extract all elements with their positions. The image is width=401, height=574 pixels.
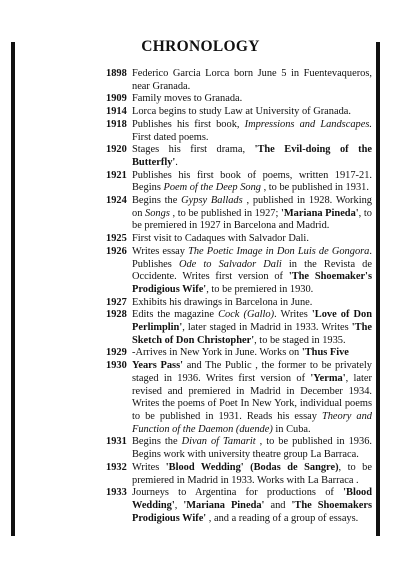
entry-text [132,119,372,144]
entry-text [132,297,372,310]
entry-text [132,233,372,246]
chronology-entry [106,360,372,436]
work-title-bold: 'The Shoemakers Prodigious Wife' [132,499,372,524]
entry-text-segment: , published in 1928. Working on [132,195,372,219]
entry-text [132,360,372,436]
entry-text-segment: Begins the [132,436,182,448]
chronology-entry [106,309,372,347]
chronology-entry [106,436,372,461]
chronology-entry [106,347,372,360]
entry-text-segment: . Writes [274,309,312,321]
entry-year: 1928 [106,309,127,321]
entry-text-segment: Publishes his first book of poems, written 1917-21. Begins [132,169,372,194]
work-title-bold: 'Blood Wedding' [132,487,372,511]
work-title-italic: Impressions and Landscapes. [244,118,372,130]
entry-year: 1920 [106,144,127,156]
work-title-bold: Years Pass' [132,360,184,372]
work-title-italic: Cock (Gallo) [218,309,275,321]
entry-text-segment: , to be published in 1936. Begins work with university theatre group La Barraca. [132,436,372,461]
work-title-bold: 'Love of Don Perlimplin' [132,309,372,334]
entry-text-segment: -Arrives in New York in June. Works on [132,347,302,359]
entry-text-segment: Writes [132,461,166,473]
work-title-bold: 'Yerma' [310,372,346,384]
entry-text-segment: , to be premiered in Madrid in 1933. Works with La Barraca . [132,461,372,486]
work-title-italic: Songs [145,207,170,219]
entry-text-segment: First visit to Cadaques with Salvador Dali. [132,233,309,245]
work-title-bold: 'Mariana Pineda' [183,499,265,511]
entry-text [132,68,372,93]
chronology-entry [106,462,372,487]
entry-year: 1914 [106,106,127,118]
entry-text-segment: , later staged in Madrid in 1933. Writes [182,322,352,334]
entry-year: 1933 [106,487,127,499]
entry-year: 1909 [106,93,127,105]
entry-text-segment: and [264,499,292,511]
entry-text-segment: Publishes his first book, [132,118,245,130]
entry-text [132,462,372,487]
entry-year: 1924 [106,195,127,207]
entry-text-segment: Writes essay [132,245,189,257]
entry-year: 1925 [106,233,127,245]
work-title-italic: Ode to Salvador Dali [178,258,282,270]
chronology-entry [106,246,372,297]
entry-year: 1927 [106,296,127,308]
entry-year: 1929 [106,347,127,359]
entry-year: 1921 [106,169,127,181]
chronology-entry [106,297,372,310]
entry-text-segment: Exhibits his drawings in Barcelona in June. [132,296,313,308]
work-title-bold: 'Thus Five [301,347,349,359]
entry-text-segment: , later revised and premiered in Madrid in December 1934. Writes the poems of Poet In New York, individual poems to be published in 1931. Reads his essay [132,372,372,422]
left-border-rule [11,42,15,536]
entry-text-segment: , to be premiered in 1927 in Barcelona and Madrid. [132,207,372,232]
work-title-bold: 'The Evil-doing of the Butterfly' [132,144,372,168]
work-title-italic: Poem of the Deep Song [163,182,261,194]
entry-text-segment: , and a reading of a group of essays. [206,512,359,524]
entry-text [132,170,372,195]
entry-text-segment: in Cuba. [272,423,311,435]
chronology-entry [106,170,372,195]
work-title-bold: 'Blood Wedding' (Bodas de Sangre) [165,461,339,473]
entry-text [132,106,372,119]
entry-text [132,144,372,169]
chronology-list [106,68,372,525]
chronology-entry [106,93,372,106]
work-title-italic: Gypsy Ballads [181,195,243,207]
entry-text-segment: , to be premiered in 1930. [206,283,314,295]
entry-text [132,246,372,297]
work-title-italic: Theory and Function of the Daemon (duende) [132,410,372,435]
entry-text-segment: , to be published in 1931. [261,182,369,194]
chronology-entry [106,233,372,246]
chronology-entry [106,195,372,233]
entry-text [132,347,372,360]
chronology-entry [106,119,372,144]
entry-text-segment: , to be staged in 1935. [254,334,346,346]
entry-text-segment: Edits the magazine [132,309,219,321]
entry-text-segment: Begins the [132,195,182,207]
entry-text [132,487,372,525]
entry-year: 1932 [106,461,127,473]
work-title-bold: 'Mariana Pineda' [280,207,359,219]
entry-text [132,436,372,461]
entry-text-segment: Federico Garcia Lorca born June 5 in Fuentevaqueros, near Granada. [132,68,372,92]
work-title-bold: 'The Sketch of Don Christopher' [132,322,372,346]
entry-text-segment: . [175,156,178,168]
entry-text [132,195,372,233]
entry-text-segment: , [174,499,184,511]
work-title-italic: Divan of Tamarit [181,436,256,448]
entry-text-segment: Lorca begins to study Law at University of Granada. [132,106,352,118]
entry-text-segment: , to be published in 1927; [169,207,281,219]
entry-year: 1930 [106,360,127,372]
work-title-bold: 'The Shoemaker's Prodigious Wife' [132,271,372,295]
entry-text-segment: First dated poems. [132,131,209,143]
chronology-entry [106,68,372,93]
entry-year: 1931 [106,436,127,448]
entry-text-segment: Stages his first drama, [132,144,255,156]
chronology-entry [106,144,372,169]
entry-year: 1898 [106,68,127,79]
entry-text-segment: and The Public , the former to be privately staged in 1936. Writes first version of [132,360,372,384]
entry-year: 1926 [106,245,127,257]
entry-text [132,309,372,347]
chronology-entry [106,487,372,525]
entry-year: 1918 [106,118,127,130]
entry-text-segment: . Publishes [132,245,372,270]
chronology-entry [106,106,372,119]
work-title-italic: The Poetic Image in Don Luis de Gongora [188,245,370,257]
right-border-rule [376,42,380,536]
page-title: CHRONOLOGY [141,38,260,55]
entry-text-segment: in the Revista de Occidente. Writes first version of [132,258,372,283]
entry-text-segment: Family moves to Granada. [132,93,243,105]
entry-text-segment: Journeys to Argentina for productions of [132,487,344,499]
entry-text [132,93,372,106]
